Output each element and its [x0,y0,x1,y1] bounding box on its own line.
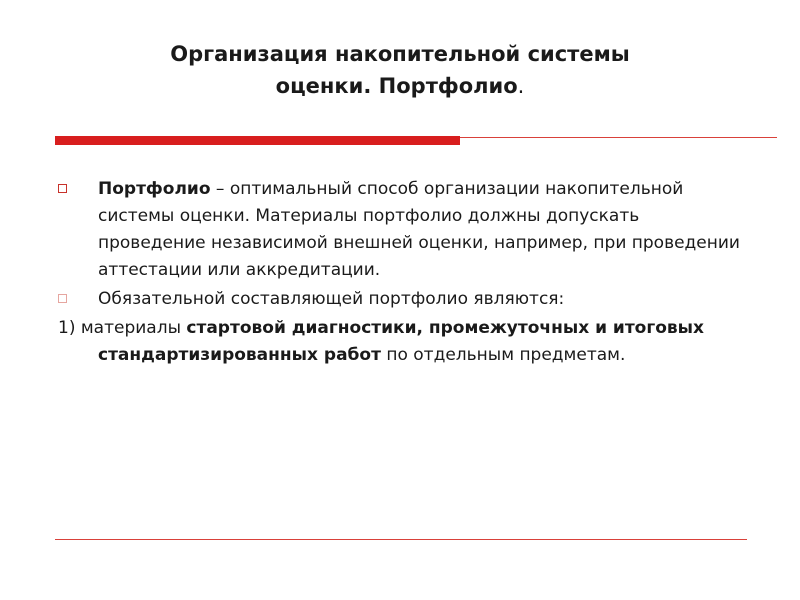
bullet-item-components [52,286,752,313]
title-divider-thick [55,136,460,145]
numbered-prefix: 1) материалы [58,318,187,338]
title-line-2-text: оценки. Портфолио [275,74,518,98]
footer-divider [55,539,747,540]
square-bullet-icon [58,184,67,193]
bullet-text: – оптимальный способ организации накопительной системы оценки. Материалы портфолио должны допускать проведение независимой внешней оценки, например, при проведении аттестации или аккредитации. [98,179,740,280]
slide-body [52,176,752,369]
bullet-text: Обязательной составляющей портфолио являются: [98,289,565,309]
title-line-2 [60,70,740,102]
bullet-bold-term: Портфолио [98,179,211,199]
numbered-bold-text: стартовой диагностики, промежуточных и итоговых стандартизированных работ [98,318,705,365]
title-dot: . [517,74,525,98]
bullet-item-portfolio [52,176,752,284]
numbered-suffix: по отдельным предметам. [380,345,626,365]
slide-title [60,38,740,102]
numbered-item-1 [52,315,752,369]
title-line-1: Организация накопительной системы [170,42,630,66]
square-bullet-icon [58,294,67,303]
